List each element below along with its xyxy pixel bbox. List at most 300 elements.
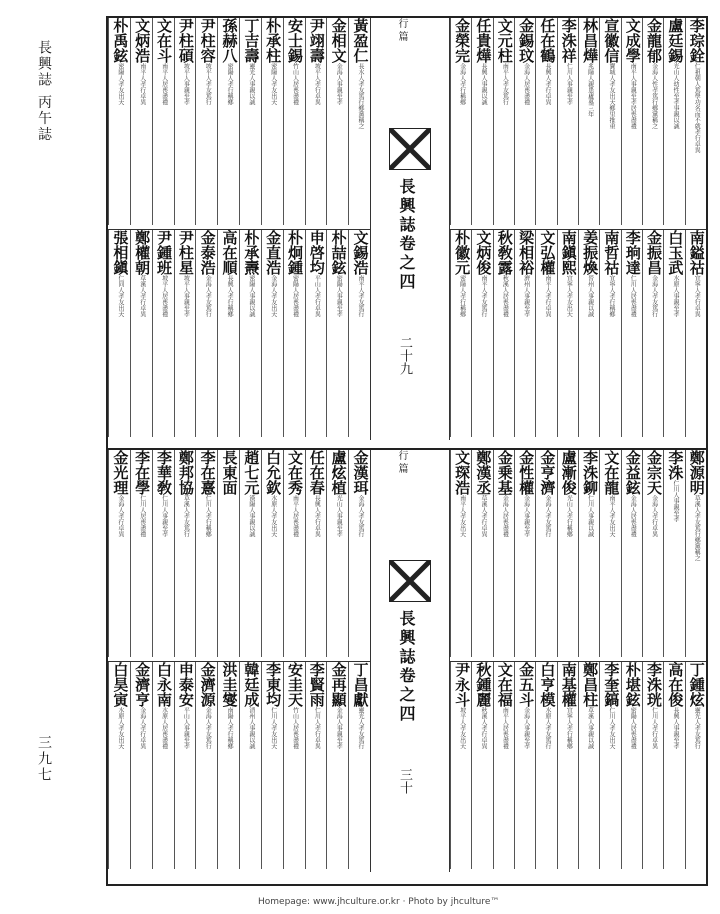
bottom-right-lower-entries [450,661,706,869]
biography-entry [578,18,599,225]
book-title: 長興誌卷之四 [397,610,416,724]
person-description: 南平人居喪盡禮 [160,63,168,105]
biography-entry [326,662,348,869]
biography-entry [261,230,283,437]
person-description: 草溪人孝友篤行鄕黨稱之 [693,495,701,561]
person-description: 竹山人居喪盡禮 [291,63,299,105]
person-name: 文炳俊 [474,230,493,275]
person-name: 尹翊壽 [307,18,326,63]
person-description: 平山人事親至孝 [182,707,190,749]
person-description: 長興人孝行稱鄕 [226,275,234,317]
biography-entry [195,18,217,225]
person-name: 金光理 [111,450,130,495]
biography-entry [239,662,261,869]
biography-entry [535,18,556,225]
person-description: 平山人孝行卓異 [313,275,321,317]
person-name: 金榮完 [453,18,472,63]
person-name: 李賢雨 [307,662,326,707]
person-description: 濟州人事親至孝 [522,275,530,317]
person-description: 金海人孝友篤行 [357,495,365,537]
biography-entry [599,662,620,869]
biography-entry [557,450,578,657]
person-description: 仁川人孝友出天 [607,707,615,749]
person-name: 南鎭熙 [559,230,578,275]
person-name: 任在春 [307,450,326,495]
person-name: 鄭邦協 [176,450,195,495]
biography-entry [471,662,492,869]
biography-entry [557,230,578,437]
person-description: 金海人事親至孝 [522,495,530,537]
person-name: 李在學 [133,450,152,495]
biography-entry [685,450,706,657]
person-name: 鄭漢丞 [474,450,493,495]
center-fold-column [370,450,450,872]
person-name: 文元柱 [495,18,514,63]
person-description: 金海人孝行卓異 [138,707,146,749]
person-name: 朴炯鍾 [285,230,304,275]
person-description: 草溪人孝行卓異 [138,275,146,317]
biography-entry [663,450,684,657]
top-right-lower-entries [450,229,706,437]
person-name: 任在鶴 [538,18,557,63]
biography-entry [261,662,283,869]
person-description: 草溪人孝行卓異 [480,495,487,537]
person-description: 南平人居喪盡禮 [501,707,509,749]
person-description: 金海人孝行卓異 [650,495,658,537]
person-name: 丁吉壽 [242,18,261,63]
person-description: 靈光人孝友篤行 [693,707,701,749]
person-description: 秋溪人孝行卓異 [480,707,487,749]
person-description: 仁川人事親至孝 [671,480,679,522]
person-name: 金直浩 [264,230,283,275]
person-name: 長東面 [220,450,239,495]
person-name: 金濟亨 [133,662,152,707]
person-name: 鄭源明 [687,450,706,495]
person-description: 仁祖朝人篤學功名而不就孝行卓異 [693,63,701,153]
biography-entry [599,18,620,225]
person-name: 文炳浩 [133,18,152,63]
person-name: 盧廷錫 [666,18,685,63]
person-name: 鄭昌柱 [581,662,600,707]
person-description: 仁川人事親至孝 [565,63,573,105]
biography-entry [621,450,642,657]
biography-entry [283,450,305,657]
biography-entry [450,450,471,657]
person-name: 申泰安 [176,662,195,707]
person-description: 水原人居喪盡禮 [160,707,168,749]
person-name: 高在俊 [666,662,685,707]
person-name: 朴承柱 [264,18,283,63]
biography-entry [493,662,514,869]
biography-entry [305,230,327,437]
person-name: 申啓均 [307,230,326,275]
biography-entry [130,18,152,225]
person-description: 密陽人居喪盡禮 [291,275,299,317]
person-name: 李珦達 [623,230,642,275]
person-description: 坡平人居喪盡禮 [160,275,168,317]
person-description: 金海人事親至孝 [522,707,530,749]
top-page [108,18,706,440]
person-name: 文在秀 [285,450,304,495]
person-description: 南平人孝友出天 [607,495,615,537]
person-description: 密陽人孝行稱鄕 [458,275,466,317]
person-name: 白允欽 [264,450,283,495]
person-description: 長興人事親至孝 [671,707,679,749]
biography-entry [514,450,535,657]
biography-entry [578,450,599,657]
bottom-left-lower-entries [108,661,370,869]
biography-entry [621,18,642,225]
person-description: 南陽人孝行稱鄕 [226,707,234,749]
biography-entry [685,18,706,225]
biography-entry [493,18,514,225]
biography-entry [152,662,174,869]
person-name: 金五斗 [517,662,536,707]
person-name: 尹鍾班 [155,230,173,275]
person-description: 金海人孝友篤行 [204,707,212,749]
biography-entry [685,230,706,437]
top-left-upper-entries [108,18,370,225]
person-name: 鄭權朝 [133,230,152,275]
biography-entry [326,18,348,225]
person-name: 李在憙 [198,450,217,495]
biography-entry [348,450,370,657]
biography-entry [283,662,305,869]
person-description: 長水人孝友篤行鄕黨稱之 [357,63,365,129]
person-description: 南平人孝友篤行 [501,63,509,105]
biography-entry [493,230,514,437]
person-description: 長興人事親以誠 [480,63,487,105]
person-description: 密陽人事親至孝 [335,275,343,317]
person-description: 坡平人事親至孝 [182,63,190,105]
person-description: 仁川人居喪盡禮 [629,275,637,317]
person-name: 文錫浩 [351,230,370,275]
biography-entry [217,230,239,437]
person-name: 金泰浩 [198,230,217,275]
person-description: 草溪人事親以誠 [586,707,594,749]
scanned-sheet [106,16,708,886]
biography-entry [450,662,471,869]
person-description: 金海人孝行稱鄕 [458,63,466,105]
person-name: 金益鉉 [623,450,642,495]
person-name: 文在龍 [602,450,621,495]
biography-entry [174,230,196,437]
person-description: 金海人孝友篤行 [204,275,212,317]
person-description: 水原人孝友出天 [269,495,277,537]
biography-entry [174,18,196,225]
biography-entry [152,450,174,657]
person-description: 寶城人孝友出天鄕里推重 [607,63,615,129]
person-name: 白永南 [155,662,173,707]
person-name: 尹柱碩 [176,18,195,63]
person-description: 長興人孝行卓異 [313,495,321,537]
biography-entry [493,450,514,657]
person-description: 密陽人孝行稱鄕 [226,63,234,105]
footer-credit: Homepage: www.jhculture.or.kr · Photo by jhculture™ [258,897,500,907]
person-description: 金海人孝友篤行 [650,275,658,317]
person-name: 李洙祥 [559,18,578,63]
person-name: 李洙鉚 [581,450,600,495]
person-description: 仁川人孝行卓異 [650,707,658,749]
person-description: 金海人事親至孝 [335,707,343,749]
person-description: 仁同人孝友出天 [116,275,124,317]
person-name: 高在順 [220,230,239,275]
biography-entry [305,450,327,657]
person-description: 金海人居喪盡禮 [501,495,509,537]
person-name: 朴承燾 [242,230,261,275]
biography-entry [261,450,283,657]
person-name: 李洙 [666,450,685,480]
person-description: 靈光人孝友篤行 [357,707,365,749]
biography-entry [578,662,599,869]
person-name: 林昌燁 [581,18,600,63]
folio-number: 二十九 [397,336,412,375]
person-description: 秋溪人居喪盡禮 [501,275,509,317]
person-description: 光山人孝行稱鄕 [565,495,573,537]
biography-entry [283,230,305,437]
person-name: 白昊寅 [111,662,130,707]
person-name: 金濟源 [198,662,217,707]
person-name: 姜振煥 [581,230,600,275]
person-name: 秋鍾麗 [474,662,493,707]
biography-entry [685,662,706,869]
person-description: 宜寧人孝行稱鄕 [607,275,615,317]
person-name: 李琮銓 [687,18,706,63]
person-description: 金海人孝友篤行 [543,495,551,537]
biography-entry [217,662,239,869]
person-name: 文成學 [623,18,642,63]
person-name: 金性權 [517,450,536,495]
person-name: 金宗天 [645,450,664,495]
person-name: 盧漸俊 [559,450,578,495]
biography-entry [621,662,642,869]
person-description: 水原人孝友出天 [116,707,124,749]
biography-entry [239,18,261,225]
person-name: 梁相裕 [517,230,536,275]
biography-entry [471,230,492,437]
section-label: 行 篇 [396,450,407,474]
person-description: 清州人事親以誠 [247,707,255,749]
folio-number: 三十 [397,768,412,794]
biography-entry [514,662,535,869]
biography-entry [557,662,578,869]
biography-entry [471,18,492,225]
person-name: 黃盈仁 [351,18,370,63]
biography-entry [514,18,535,225]
biography-entry [348,18,370,225]
biography-entry [326,230,348,437]
person-name: 任貴燁 [474,18,493,63]
person-description: 仁川人孝行稱鄕 [204,495,212,537]
biography-entry [217,18,239,225]
person-name: 李奎鎬 [602,662,621,707]
person-description: 金海人居喪盡禮 [629,495,637,537]
biography-entry [195,450,217,657]
biography-entry [599,450,620,657]
person-name: 李洙珖 [645,662,664,707]
person-description: 密陽人事親以誠 [247,275,255,317]
person-description: 南平人孝友出天 [458,495,466,537]
person-name: 張相鎭 [111,230,130,275]
person-name: 白玉武 [666,230,685,275]
person-name: 朴喆鉉 [329,230,348,275]
biography-entry [578,230,599,437]
person-name: 南鎰祜 [687,230,706,275]
biography-entry [174,450,196,657]
page-number: 三九七 [36,735,52,783]
biography-entry [642,662,663,869]
person-description: 仁川人事親至孝 [160,495,168,537]
biography-entry [108,18,130,225]
person-description: 金海人孝友出天 [269,275,277,317]
person-name: 金漢珥 [351,450,370,495]
person-description: 兆陽人親患廬墓三年 [586,63,594,117]
person-name: 南哲祜 [602,230,621,275]
person-name: 文琛浩 [453,450,472,495]
biography-entry [621,230,642,437]
person-description: 密陽人居喪盡禮 [629,707,637,749]
person-name: 盧炫植 [329,450,348,495]
person-name: 尹永斗 [453,662,472,707]
person-description: 漢陽人事親以誠 [247,495,255,537]
person-name: 文在福 [495,662,514,707]
person-name: 白亨模 [538,662,557,707]
biography-entry [152,18,174,225]
person-description: 仁川人孝友出天 [269,707,277,749]
biography-entry [663,662,684,869]
bottom-left-upper-entries [108,450,370,657]
person-name: 尹柱星 [176,230,195,275]
biography-entry [283,18,305,225]
section-label: 行 篇 [396,18,407,42]
person-name: 尹柱容 [198,18,217,63]
biography-entry [557,18,578,225]
fish-tail-mark-icon [389,560,431,602]
biography-entry [348,662,370,869]
person-name: 金乗基 [495,450,514,495]
person-description: 光山人幼性至孝事親以誠 [671,63,679,129]
person-description: 宜寧人孝友出天 [565,275,573,317]
person-name: 李華敎 [155,450,173,495]
person-description: 金海人性孝篤行鄕黨稱之 [650,63,658,129]
book-title: 長興誌卷之四 [397,178,416,292]
person-name: 朴堪鉉 [623,662,642,707]
biography-entry [152,230,174,437]
person-description: 南平人孝行卓異 [138,63,146,105]
biography-entry [305,662,327,869]
person-description: 仁川人事親以誠 [586,495,594,537]
person-name: 丁鍾炫 [687,662,706,707]
person-name: 金龍郁 [645,18,664,63]
person-description: 密陽人孝友出天 [269,63,277,105]
biography-entry [663,230,684,437]
biography-entry [174,662,196,869]
person-description: 仁川人居喪盡禮 [138,495,146,537]
person-name: 安士錫 [285,18,304,63]
person-description: 南平人孝友篤行 [480,275,487,317]
person-description: 坡平人事親至孝 [182,275,190,317]
person-description: 密陽人孝友出天 [116,63,124,105]
person-description: 金海人孝行卓異 [116,495,124,537]
biography-entry [348,230,370,437]
biography-entry [599,230,620,437]
person-name: 朴徽元 [453,230,472,275]
person-description: 長興人孝行卓異 [543,63,551,105]
person-description: 水原人事親至孝 [671,275,679,317]
person-description: 靈光人事親以誠 [247,63,255,105]
biography-entry [130,662,152,869]
biography-entry [261,18,283,225]
person-name: 文弘權 [538,230,557,275]
person-description: 南平人孝行卓異 [543,275,551,317]
person-description: 金海人居喪盡禮 [522,63,530,105]
biography-entry [195,230,217,437]
biography-entry [305,18,327,225]
person-name: 洪圭燮 [220,662,239,707]
person-name: 文在斗 [155,18,173,63]
person-description: 草溪人孝友篤行 [182,495,190,537]
top-right-upper-entries [450,18,706,225]
biography-entry [450,230,471,437]
biography-entry [663,18,684,225]
person-name: 宣徽信 [602,18,621,63]
person-description: 宜寧人孝行稱鄕 [565,707,573,749]
person-description: 坡平人孝友出天 [458,707,466,749]
person-description: 宜寧人孝行卓異 [693,275,701,317]
person-name: 金相文 [329,18,348,63]
person-description: 南平人居喪盡禮 [291,495,299,537]
person-name: 金錫玟 [517,18,536,63]
bottom-right-upper-entries [450,450,706,657]
biography-entry [471,450,492,657]
person-name: 李東均 [264,662,283,707]
biography-entry [535,230,556,437]
person-name: 趙七元 [242,450,261,495]
biography-entry [535,662,556,869]
biography-entry [108,450,130,657]
person-description: 南平人事親至孝居喪盡禮 [629,63,637,129]
top-left-lower-entries [108,229,370,437]
biography-entry [535,450,556,657]
biography-entry [130,230,152,437]
person-name: 安圭天 [285,662,304,707]
person-name: 南基權 [559,662,578,707]
biography-entry [514,230,535,437]
biography-entry [450,18,471,225]
person-name: 丁昌獻 [351,662,370,707]
fish-tail-mark-icon [389,128,431,170]
person-name: 金再顯 [329,662,348,707]
biography-entry [108,230,130,437]
biography-entry [130,450,152,657]
person-description: 水原人孝友篤行 [543,707,551,749]
biography-entry [642,450,663,657]
center-fold-column [370,18,450,440]
biography-entry [239,230,261,437]
person-description: 仁川人孝行卓異 [313,707,321,749]
biography-entry [642,18,663,225]
biography-entry [642,230,663,437]
person-name: 朴禹鉉 [111,18,130,63]
person-description: 晉州人事親以誠 [586,275,594,317]
biography-entry [217,450,239,657]
person-description: 坡平人孝友篤行 [204,63,212,105]
book-side-title: 長興誌 丙午誌 [36,40,52,143]
person-description: 金海人事親至孝 [335,63,343,105]
person-name: 秋敎露 [495,230,514,275]
person-description: 光山人事親至孝 [335,495,343,537]
biography-entry [326,450,348,657]
